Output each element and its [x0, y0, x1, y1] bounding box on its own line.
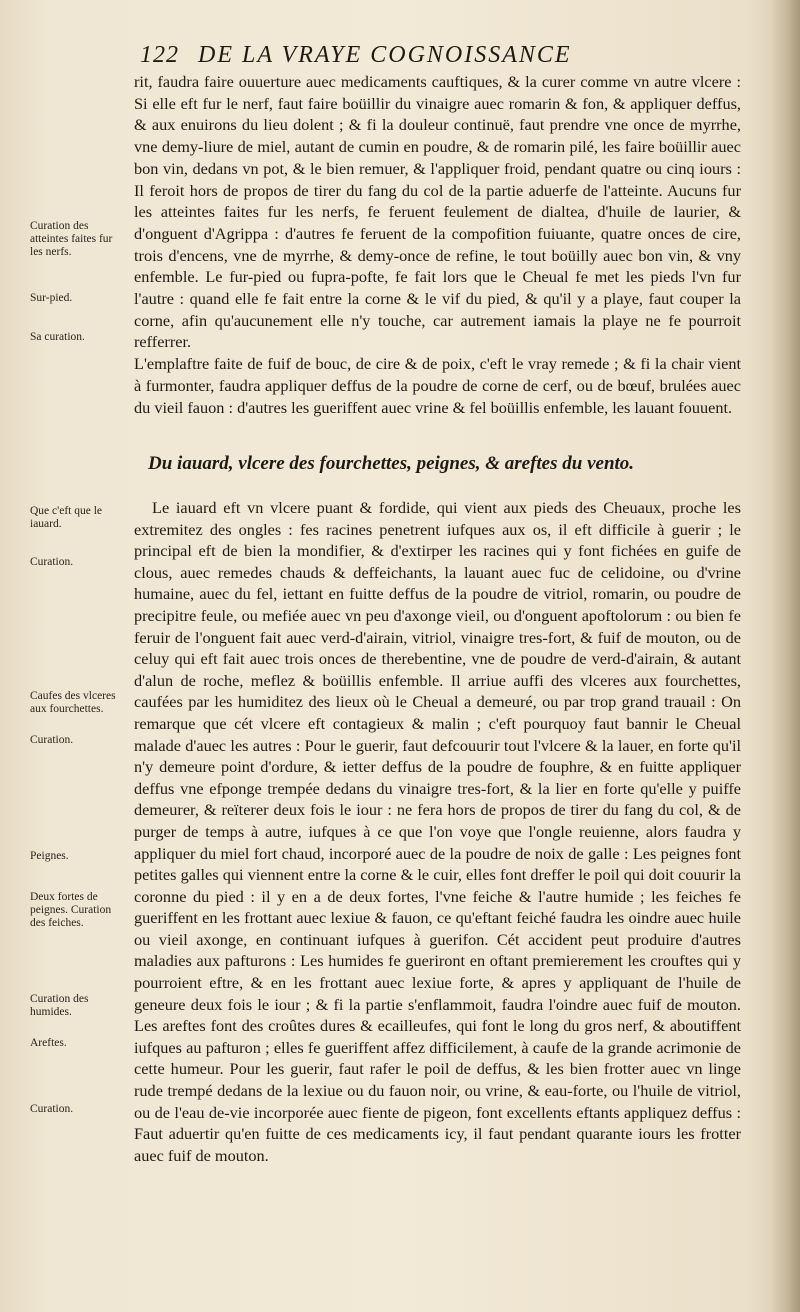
- binding-gutter-shadow: [770, 0, 800, 1312]
- margin-note: Peignes.: [30, 850, 69, 862]
- running-title: DE LA VRAYE COGNOISSANCE: [198, 42, 572, 68]
- margin-note: Deux fortes de peignes. Curation des feiches.: [30, 891, 112, 929]
- margin-note: Que c'eft que le iauard.: [30, 505, 102, 530]
- margin-note: Curation.: [30, 1103, 74, 1115]
- margin-note: Curation.: [30, 734, 74, 746]
- section-1-text: [134, 71, 741, 418]
- margin-note: Sa curation.: [30, 331, 85, 343]
- paragraph: Le iauard eft vn vlcere puant & fordide, qui vient aux pieds des Cheuaux, proche les extremitez des ongles : fes racines penetrent iufques aux os, il eft difficile à guerir ; le principal eft de bien la mondifier, & d'extirper les racines qui y font fichées en guife de clous, auec remedes chauds & deffeichants, la lauant auec fuc de celidoine, ou d'vrine humaine, auec du fel, iettant en fuitte deffus de la poudre de vitriol, romarin, ou poudre de precipitre feule, ou mefiée auec vn peu d'axonge vieil, ou d'onguent apoftolorum : ou bien fe feruir de l'onguent fait auec verd-d'airain, vitriol, vinaigre tres-fort, & fuif de mouton, ou de celuy qui eft fait auec trois onces de therebentine, vne de poudre de verd-d'airain, & autant d'alun de roche, meflez & boüillis enfemble. Il arriue auffi des vlceres aux fourchettes, caufées par les humiditez des lieux où le Cheual a demeuré, ou par trop grand trauail : On remarque que cét vlcere eft contagieux & malin ; c'eft pourquoy faut bannir le Cheual malade d'auec les autres : Pour le guerir, faut defcouurir tout l'vlcere & la lauer, en forte qu'il n'y demeure point d'ordure, & ietter deffus de la poudre de fouphre, & en fuitte appliquer deffus vne efponge trempée dedans du vinaigre tres-fort, & la lier en forte qu'elle y puiffe demeurer, & reïterer deux fois le iour : ne fera hors de propos de tirer du fang du col, & de purger de temps à autre, iufques à ce que l'on voye que l'ongle reuienne, alors faudra y appliquer du miel fort chaud, incorporé auec de la poudre de noix de galle : Les peignes font petites galles qui viennent entre la corne & le cuir, elles font dreffer le poil qui doit couurir la coronne du pied : il y en a de deux fortes, l'vne feiche & l'autre humide ; les feiches fe gueriffent en les frottant auec lexiue & fauon, ce qu'eftant feiché faudra les oindre auec huile ou vieil axonge, en continuant iufques à guerifon. Cét accident peut produire d'autres maladies aux pafturons : Les humides fe gueriront en oftant premierement les crouftes qui y pourroient eftre, & en les frottant auec lexiue forte, & apres y appliquant de l'huile de geneure deux fois le iour ; & fi la partie s'enflammoit, faudra l'oindre auec fuif de mouton. Les areftes font des croûtes dures & ecailleufes, qui font le long du gros nerf, & aboutiffent iufques au pafturon ; elles fe gueriffent affez difficilement, à caufe de la grande acrimonie de cette humeur. Pour les guerir, faut rafer le poil de deffus, & les bien frotter auec vn linge rude trempé dedans de la lexiue ou du fauon noir, ou vrine, & eau-forte, ou l'huile de vitriol, ou de l'eau de-vie incorporée auec fiente de pigeon, font excellents eftants appliquez deffus : Faut aduertir qu'en fuitte de ces medicaments icy, il faut pendant quarante iours les frotter auec fuif de mouton.: [134, 498, 741, 1165]
- paragraph: L'emplaftre faite de fuif de bouc, de cire & de poix, c'eft le vray remede ; & fi la chair vient à furmonter, faudra appliquer deffus de la poudre de corne de cerf, ou de bœuf, brulées auec du vieil fauon : d'autres les gueriffent auec vrine & fel boüillis enfemble, les lauant fouuent.: [134, 354, 741, 417]
- margin-note: Areftes.: [30, 1037, 67, 1049]
- margin-note: Curation des atteintes faites fur les nerfs.: [30, 220, 113, 258]
- margin-note: Sur-pied.: [30, 292, 73, 304]
- paragraph: rit, faudra faire ouuerture auec medicaments cauftiques, & la curer comme vn autre vlcere : Si elle eft fur le nerf, faut faire boüillir du vinaigre auec romarin & fon, & appliquer deffus, & aux enuirons du lieu dolent ; & fi la douleur continuë, faut prendre vne once de myrrhe, vne demy-liure de miel, autant de cumin en poudre, & de romarin pilé, les faire boüillir auec bon vin, dedans vn pot, & le bien remuer, & l'appliquer froid, pendant quatre ou cinq iours : Il feroit hors de propos de tirer du fang du col de la partie aduerfe de l'atteinte. Aucuns fur les atteintes faites fur les nerfs, fe feruent feulement de dialtea, d'huile de laurier, & d'onguent d'Agrippa : d'autres fe feruent de la compofition fuiuante, quatre onces de cire, trois d'encens, vne de myrrhe, & demy-once de refine, le tout boüilly auec bon vin, & vny enfemble. Le fur-pied ou fupra-pofte, fe fait lors que le Cheual fe met les pieds l'vn fur l'autre : quand elle fe fait entre la corne & le vif du pied, & qu'il y a playe, faut couper la corne, afin qu'aucunement elle n'y touche, car autrement iamais la playe ne fe pourroit refferrer.: [134, 72, 741, 352]
- page-number: 122: [140, 42, 179, 68]
- margin-note: Curation.: [30, 556, 74, 568]
- margin-note: Curation des humides.: [30, 993, 89, 1018]
- running-header: [140, 42, 740, 72]
- section-2-text: [134, 497, 741, 1166]
- section-heading: Du iauard, vlcere des fourchettes, peignes, & areftes du vento.: [148, 453, 635, 474]
- margin-note: Caufes des vlceres aux fourchettes.: [30, 690, 116, 715]
